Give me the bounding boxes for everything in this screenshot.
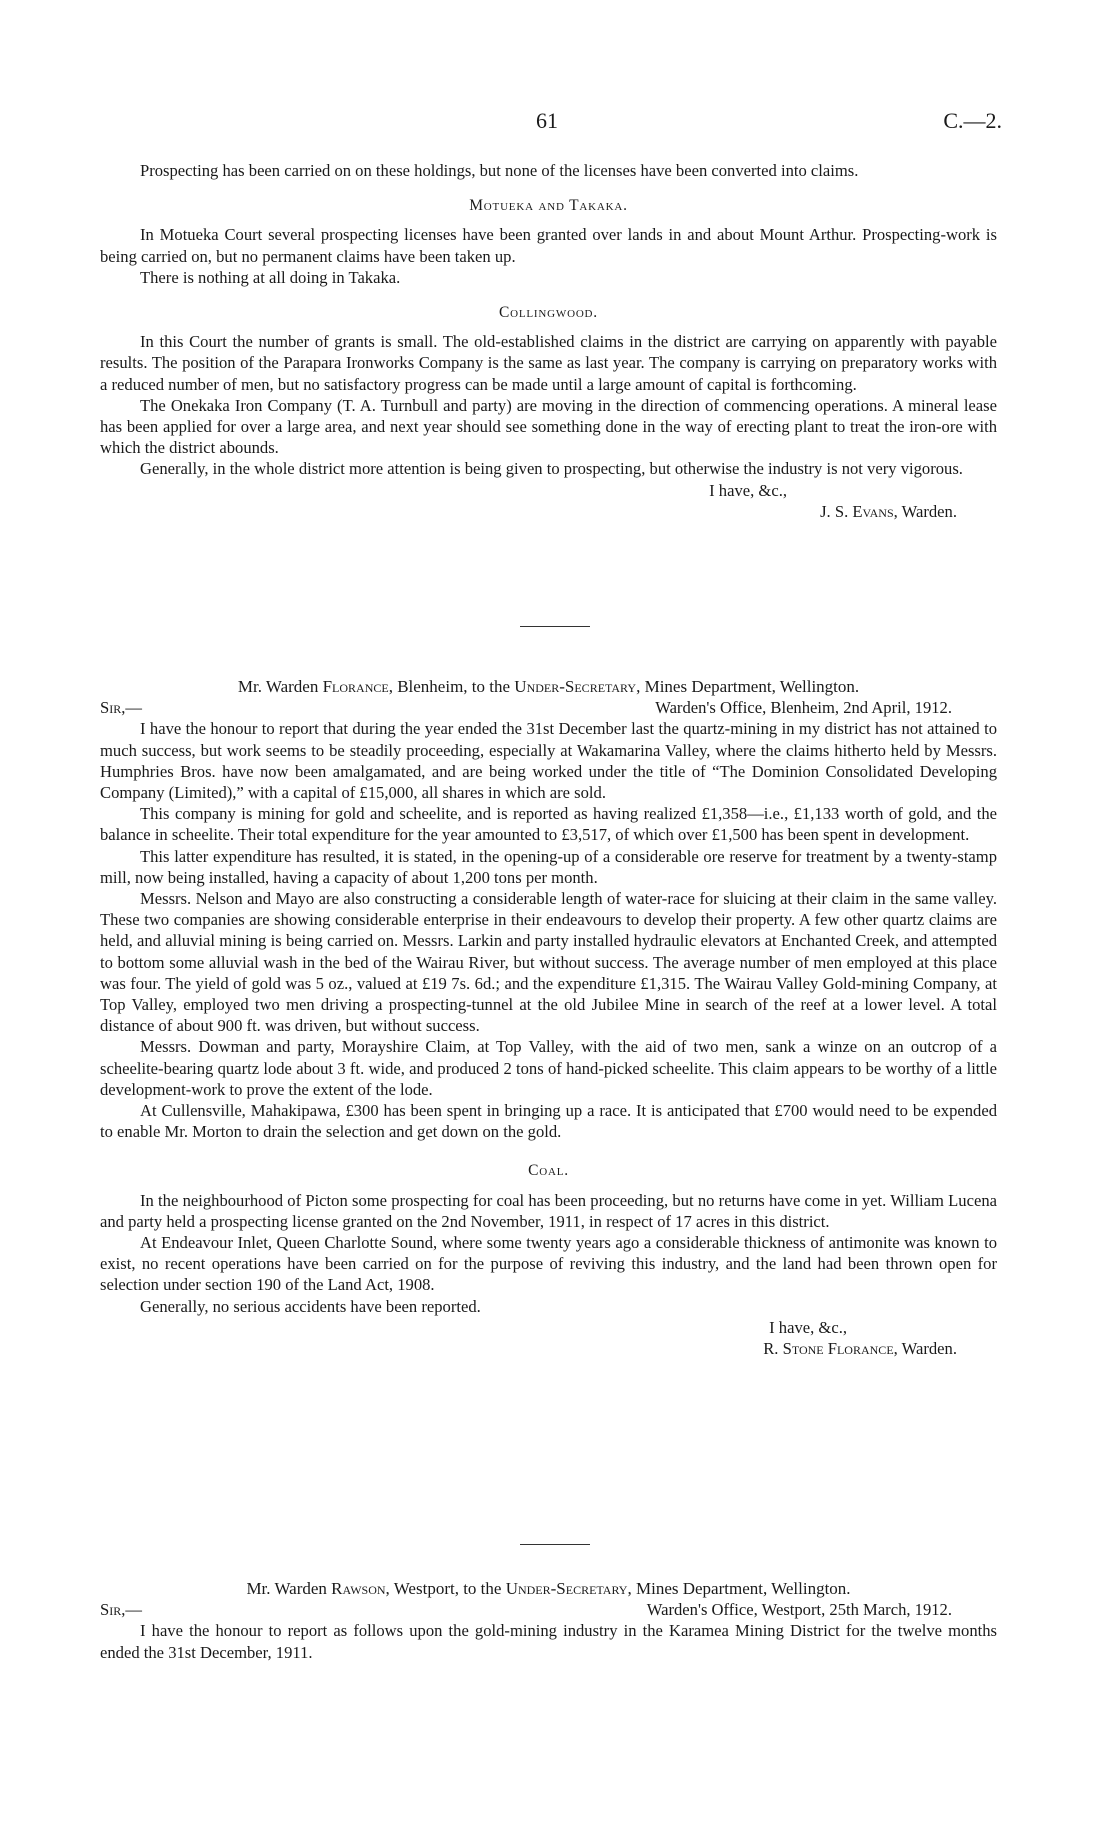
- florance-paragraph-4: Messrs. Nelson and Mayo are also constructing a considerable length of water-race for sluicing at their claim in the same valley. These two companies are showing considerable enterprise in their endeavours to develop their property. A few other quartz claims are held, and alluvial mining is being carried on. Messrs. Larkin and party installed hydraulic elevators at Enchanted Creek, and attempted to bottom some alluvial wash in the bed of the Wairau River, but without success. The average number of men employed at this place was four. The yield of gold was 5 oz., valued at £19 7s. 6d.; and the expenditure £1,315. The Wairau Valley Gold-mining Company, at Top Valley, employed two men driving a prospecting-tunnel at the old Jubilee Mine in search of the reef at a lower level. A total distance of about 900 ft. was driven, but without success.: [100, 889, 997, 1036]
- coal-paragraph-1: In the neighbourhood of Picton some prospecting for coal has been proceeding, but no returns have come in yet. William Lucena and party held a prospecting license granted on the 2nd November, 1911, in respect of 17 acres in this district.: [100, 1190, 997, 1231]
- florance-paragraph-6: At Cullensville, Mahakipawa, £300 has been spent in bringing up a race. It is anticipated that £700 would need to be expended to enable Mr. Morton to drain the selection and get down on the gold.: [100, 1101, 997, 1142]
- intro-paragraph: Prospecting has been carried on on these holdings, but none of the licenses have been converted into claims.: [140, 161, 859, 180]
- florance-signoff: [100, 1317, 997, 1359]
- heading-warden-name: Rawson,: [331, 1579, 390, 1598]
- page-header: [0, 108, 1114, 138]
- motueka-paragraph-2: There is nothing at all doing in Takaka.: [140, 267, 401, 287]
- florance-letter-heading: [100, 676, 997, 697]
- section-divider-1: [520, 626, 590, 627]
- evans-signoff-have: I have, &c.,: [709, 480, 787, 500]
- evans-signoff: [100, 480, 997, 522]
- florance-signature: [100, 1338, 957, 1359]
- heading-department: Mines Department, Wellington.: [635, 1579, 851, 1598]
- office-date: Warden's Office, Westport, 25th March, 1912.: [646, 1600, 952, 1620]
- florance-paragraph-2: This company is mining for gold and scheelite, and is reported as having realized £1,358—i.e., £1,133 worth of gold, and the balance in scheelite. Their total expenditure for the year amounted to £3,517, of which over £1,500 has been spent in development.: [100, 804, 997, 845]
- heading-department: Mines Department, Wellington.: [644, 677, 860, 696]
- heading-middle: Westport, to the: [393, 1579, 502, 1598]
- collingwood-paragraph-2: The Onekaka Iron Company (T. A. Turnbull and party) are moving in the direction of commencing operations. A mineral lease has been applied for over a large area, and next year should see something done in the way of erecting plant to treat the iron-ore with which the district abounds.: [100, 395, 997, 458]
- coal-paragraph-2: At Endeavour Inlet, Queen Charlotte Sound, where some twenty years ago a considerable thickness of antimonite was known to exist, no recent operations have been carried on for the purpose of reviving this industry, and the land had been thrown open for selection under section 190 of the Land Act, 1908.: [100, 1233, 997, 1295]
- florance-paragraph-1: I have the honour to report that during the year ended the 31st December last the quartz-mining in my district has not attained to much success, but work seems to be steadily proceeding, especially at Wakamarina Valley, where the claims hitherto held by Messrs. Humphries Bros. have now been amalgamated, and are being worked under the title of “The Dominion Consolidated Developing Company (Limited),” with a capital of £15,000, all shares in which are sold.: [100, 719, 997, 803]
- evans-name: J. S. Evans,: [820, 501, 898, 521]
- collingwood-paragraph-3: Generally, in the whole district more attention is being given to prospecting, but otherwise the industry is not very vigorous.: [140, 459, 963, 479]
- document-reference: C.—2.: [943, 108, 1002, 133]
- florance-title: Warden.: [901, 1339, 957, 1359]
- florance-paragraph-3: This latter expenditure has resulted, it is stated, in the opening-up of a considerable ore reserve for treatment by a twenty-stamp mill, now being installed, having a capacity of about 1,200 tons per month.: [100, 846, 997, 887]
- evans-title: Warden.: [901, 501, 957, 521]
- florance-paragraph-5: Messrs. Dowman and party, Morayshire Claim, at Top Valley, with the aid of two men, sank a winze on an outcrop of a scheelite-bearing quartz lode about 3 ft. wide, and produced 2 tons of hand-picked scheelite. This claim appears to be worthy of a little development-work to prove the extent of the lode.: [100, 1037, 997, 1099]
- salutation: Sir,—: [100, 1600, 142, 1620]
- heading-recipient: Under-Secretary,: [505, 1579, 632, 1598]
- heading-middle: Blenheim, to the: [397, 677, 511, 696]
- heading-prefix: Mr. Warden: [237, 677, 319, 696]
- rawson-paragraph-1: I have the honour to report as follows upon the gold-mining industry in the Karamea Mining District for the twelve months ended the 31st December, 1911.: [100, 1621, 997, 1662]
- florance-signoff-have: I have, &c.,: [769, 1317, 847, 1337]
- coal-heading: Coal.: [528, 1162, 569, 1180]
- motueka-heading: Motueka and Takaka.: [469, 197, 628, 215]
- heading-prefix: Mr. Warden: [246, 1579, 327, 1598]
- coal-paragraph-3: Generally, no serious accidents have been reported.: [140, 1296, 481, 1316]
- florance-name: R. Stone Florance,: [763, 1339, 898, 1359]
- salutation: Sir,—: [100, 698, 142, 718]
- evans-report-section: [100, 160, 997, 522]
- collingwood-heading: Collingwood.: [499, 304, 598, 322]
- heading-recipient: Under-Secretary,: [514, 677, 641, 696]
- florance-letter: [100, 676, 997, 1359]
- section-divider-2: [520, 1544, 590, 1545]
- office-date: Warden's Office, Blenheim, 2nd April, 1912.: [655, 698, 952, 718]
- heading-warden-name: Florance,: [322, 677, 393, 696]
- florance-salutation-line: [100, 697, 997, 718]
- page-number: 61: [536, 108, 558, 133]
- rawson-salutation-line: [100, 1599, 997, 1620]
- collingwood-paragraph-1: In this Court the number of grants is small. The old-established claims in the district are carrying on apparently with payable results. The position of the Parapara Ironworks Company is the same as last year. The company is carrying on preparatory works with a reduced number of men, but no satisfactory progress can be made until a large amount of capital is forthcoming.: [100, 332, 997, 394]
- evans-signature: [100, 501, 957, 522]
- rawson-letter: [100, 1578, 997, 1663]
- rawson-letter-heading: [100, 1578, 997, 1599]
- motueka-paragraph-1: In Motueka Court several prospecting licenses have been granted over lands in and about Mount Arthur. Prospecting-work is being carried on, but no permanent claims have been taken up.: [100, 225, 997, 266]
